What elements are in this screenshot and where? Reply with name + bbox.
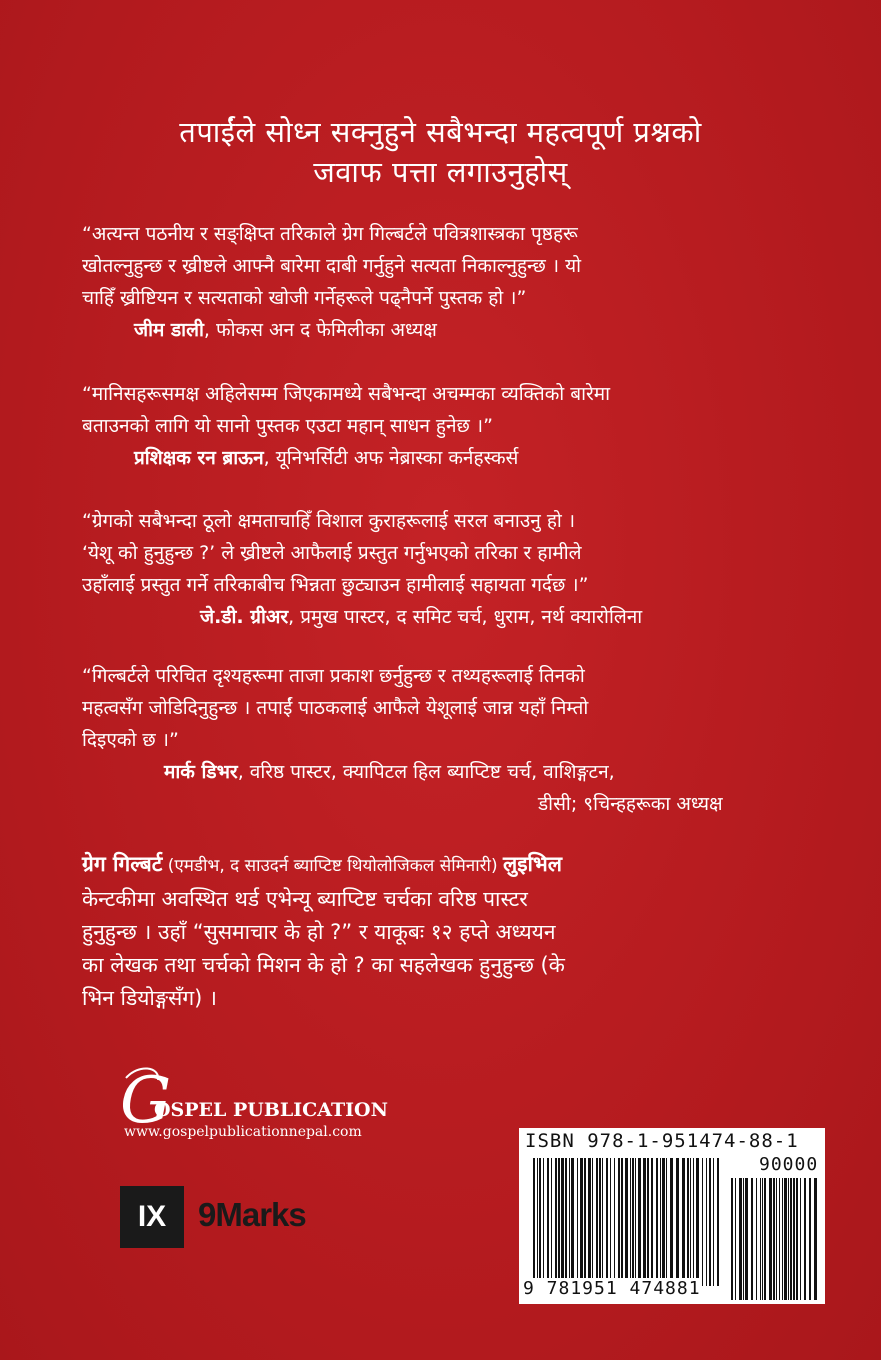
quote-line: खोतल्नुहुन्छ र ख्रीष्टले आफ्नै बारेमा दाबी गर्नुहुने सत्यता निकाल्नुहुन्छ । यो	[82, 255, 582, 277]
bio-line: भिन डियोङ्गसँग) ।	[82, 986, 217, 1010]
endorsement-quote	[82, 505, 802, 633]
barcode-bar	[788, 1178, 789, 1300]
quote-line: चाहिँ ख्रीष्टियन र सत्यताको खोजी गर्नेहरूले पढ्नैपर्ने पुस्तक हो ।”	[82, 287, 527, 309]
barcode-bar	[551, 1158, 552, 1286]
barcode-bar	[643, 1158, 646, 1286]
barcode-bar	[745, 1178, 748, 1300]
endorser-role: , यूनिभर्सिटी अफ नेब्रास्का कर्नहस्कर्स	[263, 447, 519, 469]
barcode-bar	[588, 1158, 591, 1286]
barcode-bar	[656, 1158, 658, 1286]
endorser-role: , फोकस अन द फेमिलीका अध्यक्ष	[203, 319, 437, 341]
barcode-bar	[735, 1178, 736, 1300]
barcode-bar	[569, 1158, 570, 1286]
bio-line	[82, 848, 802, 883]
author-bio	[82, 848, 802, 1015]
bio-text: लुइभिल	[503, 852, 562, 876]
barcode-bar	[796, 1178, 798, 1300]
barcode-bar	[790, 1178, 792, 1300]
barcode-bar	[670, 1158, 673, 1286]
barcode-bar	[555, 1158, 557, 1286]
endorser-role: , प्रमुख पास्टर, द समिट चर्च, धुराम, नर्थ क्यारोलिना	[288, 606, 643, 628]
quote-attribution	[82, 442, 802, 474]
barcode-bar	[751, 1178, 753, 1300]
headline-line: जवाफ पत्ता लगाउनुहोस्	[313, 155, 568, 189]
endorser-role-cont: डीसी; ९चिन्हहरूका अध्यक्ष	[538, 793, 723, 815]
endorser-name: जे.डी. ग्रीअर	[200, 606, 289, 628]
endorsement-quote	[82, 378, 802, 474]
barcode-bar	[651, 1158, 653, 1286]
barcode-bar	[713, 1158, 714, 1286]
barcode-bar	[537, 1158, 538, 1286]
bio-line: का लेखक तथा चर्चको मिशन के हो ? का सहलेखक हुनुहुन्छ (के	[82, 953, 565, 977]
barcode-bar	[558, 1158, 560, 1286]
barcode-bar	[592, 1158, 593, 1286]
barcode-bar	[682, 1158, 685, 1286]
barcode-bar	[731, 1178, 733, 1300]
endorser-name: मार्क डिभर	[164, 761, 238, 783]
barcode-bar	[602, 1158, 603, 1286]
barcode-bar	[804, 1178, 806, 1300]
quote-line: बताउनको लागि यो सानो पुस्तक एउटा महान् साधन हुनेछ ।”	[82, 415, 493, 437]
author-name: ग्रेग गिल्बर्ट	[82, 852, 163, 876]
barcode-bar	[769, 1178, 772, 1300]
barcode-bar	[687, 1158, 689, 1286]
price-addon-number: 90000	[759, 1154, 819, 1175]
barcode-bar	[693, 1158, 694, 1286]
barcode-bar	[533, 1158, 535, 1286]
barcode-bar	[814, 1178, 817, 1300]
publisher-url: www.gospelpublicationnepal.com	[124, 1124, 362, 1140]
endorsement-quote	[82, 660, 802, 820]
barcode-bar	[539, 1158, 541, 1286]
barcode-bar	[660, 1158, 661, 1286]
barcode-bar	[739, 1178, 742, 1300]
barcode-bar	[773, 1178, 775, 1300]
barcode-bar	[577, 1158, 578, 1286]
barcode-bar	[647, 1158, 649, 1286]
barcode-bar	[709, 1158, 711, 1286]
barcode-bar	[762, 1178, 763, 1300]
headline	[60, 112, 821, 192]
barcode-bar	[610, 1158, 611, 1286]
barcode-bar	[782, 1178, 783, 1300]
logo-initial: G	[120, 1064, 172, 1138]
ean-number: 9 781951 474881	[523, 1278, 701, 1299]
barcode-bar	[666, 1158, 667, 1286]
endorser-name: जीम डाली	[134, 319, 204, 341]
quote-line: “अत्यन्त पठनीय र सङ्क्षिप्त तरिकाले ग्रेग गिल्बर्टले पवित्रशास्त्रका पृष्ठहरू	[82, 223, 578, 245]
endorser-name: प्रशिक्षक रन ब्राऊन	[134, 447, 264, 469]
barcode-bar	[630, 1158, 631, 1286]
barcode-bar	[571, 1158, 574, 1286]
ninemarks-logo	[120, 1186, 360, 1248]
barcode-bar	[676, 1158, 679, 1286]
ninemarks-name: 9Marks	[198, 1196, 306, 1233]
barcode-bar	[632, 1158, 634, 1286]
author-credentials: (एमडीभ, द साउदर्न ब्याप्टिष्ट थियोलोजिकल सेमिनारी)	[162, 856, 503, 876]
quote-line: दिइएको छ ।”	[82, 729, 179, 751]
barcode-bar	[599, 1158, 601, 1286]
ninemarks-box: IX	[120, 1186, 184, 1248]
barcode-bar	[618, 1158, 620, 1286]
barcode-bar	[717, 1158, 719, 1286]
barcode-bar	[809, 1178, 811, 1300]
quote-attribution	[82, 314, 802, 346]
barcode-bar	[690, 1158, 691, 1286]
barcode-bar	[696, 1158, 699, 1286]
isbn-text: ISBN 978-1-951474-88-1	[525, 1130, 799, 1152]
barcode-bar	[625, 1158, 628, 1286]
barcode-bar	[614, 1158, 615, 1286]
barcode-bar	[662, 1158, 665, 1286]
barcode-bar	[702, 1158, 703, 1286]
logo-text: OSPEL PUBLICATION	[154, 1099, 388, 1121]
barcode-bar	[606, 1158, 608, 1286]
quote-attribution	[82, 601, 802, 633]
barcode-bar	[565, 1158, 567, 1286]
quote-line: “ग्रेगको सबैभन्दा ठूलो क्षमताचाहिँ विशाल कुराहरूलाई सरल बनाउनु हो ।	[82, 510, 576, 532]
endorser-role: , वरिष्ठ पास्टर, क्यापिटल हिल ब्याप्टिष्ट चर्च, वाशिङ्गटन,	[237, 761, 615, 783]
barcode-bar	[764, 1178, 766, 1300]
headline-line: तपाईंले सोध्न सक्नुहुने सबैभन्दा महत्वपूर्ण प्रश्नको	[179, 115, 702, 149]
quote-attribution	[82, 756, 802, 788]
barcode-bar	[635, 1158, 636, 1286]
barcode-bar	[743, 1178, 744, 1300]
bio-line: हुनुहुन्छ । उहाँ “सुसमाचार के हो ?” र याकूबः १२ हप्ते अध्ययन	[82, 920, 556, 944]
quote-line: महत्वसँग जोडिदिनुहुन्छ । तपाईं पाठकलाई आफैले येशूलाई जान्न यहाँ निम्तो	[82, 697, 589, 719]
barcode-bar	[621, 1158, 623, 1286]
barcode-bar	[784, 1178, 787, 1300]
barcode-bar	[543, 1158, 544, 1286]
isbn-barcode	[519, 1128, 825, 1304]
barcode-bar	[779, 1178, 780, 1300]
endorsement-quote	[82, 218, 802, 346]
bio-line: केन्टकीमा अवस्थित थर्ड एभेन्यू ब्याप्टिष्ट चर्चका वरिष्ठ पास्टर	[82, 887, 528, 911]
barcode-bar	[756, 1178, 757, 1300]
quote-line: उहाँलाई प्रस्तुत गर्ने तरिकाबीच भिन्नता छुट्याउन हामीलाई सहायता गर्दछ ।”	[82, 574, 589, 596]
barcode-bar	[760, 1178, 761, 1300]
barcode-bar	[580, 1158, 583, 1286]
barcode-bar	[706, 1158, 707, 1286]
barcode-bar	[793, 1178, 795, 1300]
barcode-bar	[547, 1158, 549, 1286]
quote-line: “गिल्बर्टले परिचित दृश्यहरूमा ताजा प्रकाश छर्नुहुन्छ र तथ्यहरूलाई तिनको	[82, 665, 585, 687]
barcode-bar	[561, 1158, 564, 1286]
barcode-bar	[584, 1158, 586, 1286]
quote-line: “मानिसहरूसमक्ष अहिलेसम्म जिएकामध्ये सबैभन्दा अचम्मका व्यक्तिको बारेमा	[82, 383, 611, 405]
barcode-bar	[800, 1178, 801, 1300]
barcode-bar	[638, 1158, 641, 1286]
barcode-bar	[776, 1178, 777, 1300]
barcode-bar	[596, 1158, 598, 1286]
quote-line: ‘येशू को हुनुहुन्छ ?’ ले ख्रीष्टले आफैलाई प्रस्तुत गर्नुभएको तरिका र हामीले	[82, 542, 582, 564]
